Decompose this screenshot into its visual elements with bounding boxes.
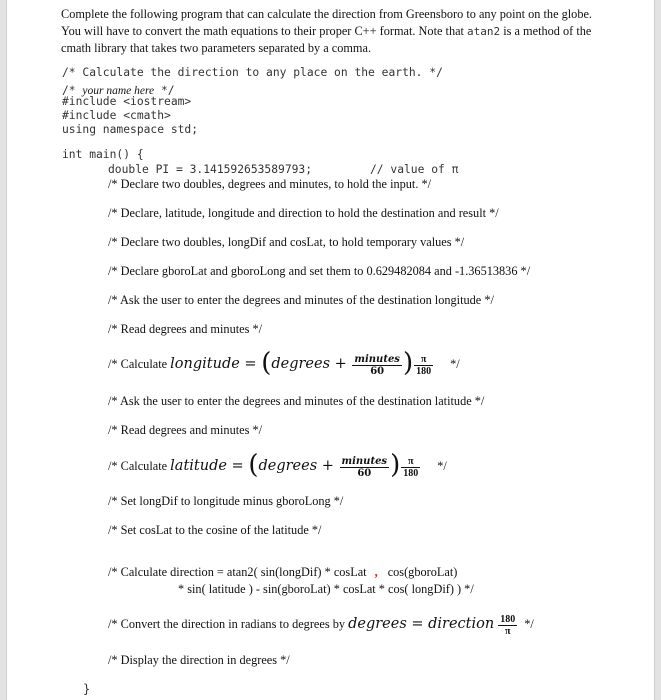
comment-read-longitude: /* Read degrees and minutes */ [108,322,263,336]
longitude-var: longitude [170,356,240,372]
latitude-equals [227,458,248,474]
left-paren-2: ( [248,450,259,481]
frac-den-pi: π [504,625,511,637]
comment-close-3: */ [524,617,534,631]
minutes-over-60 [352,354,402,377]
right-paren-2: ) [390,450,401,481]
180-over-pi [498,614,517,637]
code-pi-comment: // value of π [370,163,459,176]
comment-close-2: */ [437,459,447,473]
intro-text-2: is a method of the cmath library that takes two parameters separated by a comma. [61,24,592,55]
latitude-var: latitude [170,458,227,474]
comment-calc-direction [108,565,457,580]
degrees-term-2: degrees [258,458,318,474]
frac-den-60: 60 [370,365,385,377]
name-placeholder: your name here [82,85,155,97]
frac-num-pi: π [414,354,433,366]
comment-set-coslat: /* Set cosLat to the cosine of the latitude */ [108,523,322,537]
pi-over-180 [414,354,433,377]
frac-num-minutes-2: minutes [341,455,388,467]
convert-prefix: /* Convert the direction in radians to degrees by [108,617,349,631]
comment-declare-lat-long-dir: /* Declare, latitude, longitude and direction to hold the destination and result */ [108,206,499,220]
right-paren: ) [402,348,414,379]
frac-den-180-2: 180 [403,467,419,479]
frac-num-pi-2: π [401,456,420,468]
code-closing-brace: } [83,682,91,696]
left-paren: ( [261,348,272,379]
intro-text-1: Complete the following program that can calculate the direction from Greensboro to any point on the globe. You will have to convert the math equations to their proper C++ format. Note that [61,7,592,38]
left-window-border [0,0,7,700]
comment-set-longdif: /* Set longDif to longitude minus gboroLong */ [108,494,344,508]
comment-declare-longdif-coslat: /* Declare two doubles, longDif and cosLat, to hold temporary values */ [108,235,465,249]
red-comma-mark: , [374,565,378,579]
comment-calc-latitude [108,448,447,485]
comment-ask-latitude: /* Ask the user to enter the degrees and minutes of the destination latitude */ [108,394,485,408]
comment-convert-degrees [108,608,534,640]
equals-sign-2: = [231,458,244,474]
code-include-iostream: #include <iostream> [62,95,192,108]
pi-over-180-2 [401,456,420,479]
intro-paragraph [61,6,606,57]
plus-symbol-2: + [321,458,334,474]
frac-num-180: 180 [500,613,516,625]
comment-calc-direction-line2: * sin( latitude ) - sin(gboroLat) * cosLat * cos( longDif) ) */ [178,582,474,596]
longitude-equals [240,356,261,372]
plus-sign [330,356,351,372]
comment-ask-longitude: /* Ask the user to enter the degrees and minutes of the destination longitude */ [108,293,494,307]
calc-direction-part2: cos(gboroLat) [387,565,458,579]
frac-den-180: 180 [416,365,432,377]
degrees-equals-direction: degrees = direction [348,616,495,632]
plus-symbol: + [334,356,347,372]
calc-latitude-prefix: /* Calculate [108,459,171,473]
comment-declare-degrees-minutes: /* Declare two doubles, degrees and minutes, to hold the input. */ [108,177,432,191]
degrees-term: degrees [271,356,331,372]
code-include-cmath: #include <cmath> [62,109,171,122]
name-comment-open: /* [62,84,83,97]
code-using-namespace: using namespace std; [62,123,199,136]
code-pi-declaration: double PI = 3.141592653589793; [108,163,313,176]
calc-direction-part1: /* Calculate direction = atan2( sin(longDif) * cosLat [108,565,367,579]
calc-longitude-prefix: /* Calculate [108,357,171,371]
comment-calc-longitude [108,346,460,383]
code-comment-header: /* Calculate the direction to any place on the earth. */ [62,66,443,79]
comment-display-direction: /* Display the direction in degrees */ [108,653,290,667]
comment-declare-gboro: /* Declare gboroLat and gboroLong and set them to 0.629482084 and -1.36513836 */ [108,264,531,278]
code-main-signature: int main() { [62,148,144,161]
frac-num-minutes: minutes [354,353,400,365]
right-window-border [654,0,661,700]
minutes-over-60-2 [340,456,390,479]
comment-close-1: */ [450,357,460,371]
frac-den-60-2: 60 [357,467,372,479]
equals-sign: = [244,356,257,372]
intro-code-atan2: atan2 [467,25,501,38]
comment-read-latitude: /* Read degrees and minutes */ [108,423,263,437]
plus-sign-2 [317,458,338,474]
name-comment-close: */ [154,84,175,97]
